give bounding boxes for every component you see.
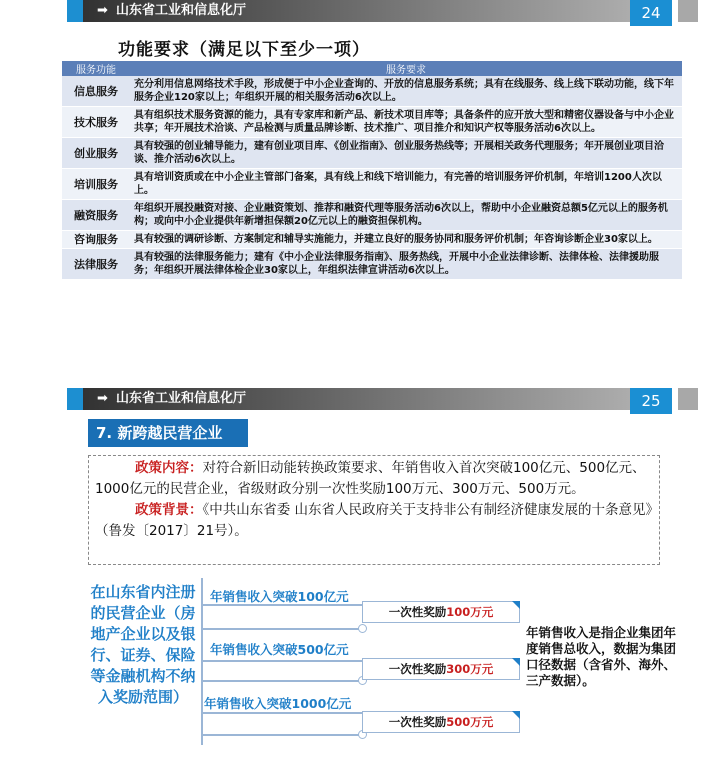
- policy-background-label: 政策背景：: [135, 502, 203, 518]
- table-cell-requirement: 具有培训资质或在中小企业主管部门备案，具有线上和线下培训能力，有完善的培训服务评价机制，年培训1200人次以上。: [130, 169, 682, 200]
- table-cell-requirement: 具有较强的创业辅导能力，建有创业项目库、《创业指南》、创业服务热线等；开展相关政务代理服务；年开展创业项目洽谈、推介活动6次以上。: [130, 138, 682, 169]
- table-cell-function: 信息服务: [62, 76, 130, 107]
- header-end: [678, 0, 698, 22]
- arrow-right-icon: ➡: [97, 3, 108, 18]
- reward-amount: 100万元: [446, 605, 494, 619]
- requirements-table: [62, 61, 682, 280]
- table-row: [62, 138, 682, 169]
- table-cell-function: 咨询服务: [62, 231, 130, 249]
- table-cell-function: 法律服务: [62, 249, 130, 280]
- table-row: [62, 231, 682, 249]
- header-end: [678, 388, 698, 410]
- node-circle: [358, 624, 367, 633]
- table-cell-requirement: 具有较强的调研诊断、方案制定和辅导实施能力，并建立良好的服务协同和服务评价机制；年咨询诊断企业30家以上。: [130, 231, 682, 249]
- page-number: 25: [630, 388, 672, 414]
- table-row: [62, 107, 682, 138]
- arrow-right-icon: ➡: [97, 391, 108, 406]
- table-cell-requirement: 充分利用信息网络技术手段，形成便于中小企业查询的、开放的信息服务系统；具有在线服务、线上线下联动功能，线下年服务企业120家以上；年组织开展的相关服务活动6次以上。: [130, 76, 682, 107]
- table-cell-function: 创业服务: [62, 138, 130, 169]
- table-row: [62, 249, 682, 280]
- policy-background: 《中共山东省委 山东省人民政府关于支持非公有制经济健康发展的十条意见》（鲁发〔2017〕21号）。: [95, 502, 653, 539]
- table-cell-function: 融资服务: [62, 200, 130, 231]
- table-cell-requirement: 具有组织技术服务资源的能力，具有专家库和新产品、新技术项目库等；具备条件的应开放大型和精密仪器设备与中小企业共享；年开展技术洽谈、产品检测与质量品牌诊断、技术推广、项目推介和知识产权等服务活动6次以上。: [130, 107, 682, 138]
- table-row: [62, 200, 682, 231]
- policy-content: 对符合新旧动能转换政策要求、年销售收入首次突破100亿元、500亿元、1000亿元的民营企业，省级财政分别一次性奖励100万元、300万元、500万元。: [95, 460, 646, 497]
- table-cell-function: 培训服务: [62, 169, 130, 200]
- reward-prefix: 一次性奖励: [388, 605, 447, 619]
- header-accent: [67, 0, 83, 22]
- table-header-function: 服务功能: [62, 61, 130, 76]
- tree-branch: [202, 628, 362, 630]
- table-row: [62, 76, 682, 107]
- slide2-header: [0, 388, 706, 410]
- reward-prefix: 一次性奖励: [388, 662, 447, 676]
- tier-condition: 年销售收入突破100亿元: [210, 589, 349, 604]
- header-accent: [67, 388, 83, 410]
- table-cell-requirement: 年组织开展投融资对接、企业融资策划、推荐和融资代理等服务活动6次以上，帮助中小企业融资总额5亿元以上的服务机构；或向中小企业提供年新增担保额20亿元以上的融资担保机构。: [130, 200, 682, 231]
- eligibility-note: 在山东省内注册的民营企业（房地产企业以及银行、证券、保险等金融机构不纳入奖励范围）: [90, 583, 196, 706]
- section-label: 7. 新跨越民营企业: [88, 419, 248, 447]
- policy-content-label: 政策内容：: [135, 460, 203, 476]
- sales-revenue-note: 年销售收入是指企业集团年度销售总收入，数据为集团口径数据（含省外、海外、三产数据）。: [526, 625, 677, 688]
- tier-condition: 年销售收入突破500亿元: [210, 642, 349, 657]
- table-cell-requirement: 具有较强的法律服务能力；建有《中小企业法律服务指南》、服务热线，开展中小企业法律诊断、法律体检、法律援助服务；年组织开展法律体检企业30家以上，年组织法律宣讲活动6次以上。: [130, 249, 682, 280]
- header-title: 山东省工业和信息化厅: [116, 391, 247, 406]
- reward-amount: 300万元: [446, 662, 494, 676]
- reward-amount: 500万元: [446, 715, 494, 729]
- page-number: 24: [630, 0, 672, 26]
- reward-prefix: 一次性奖励: [388, 715, 447, 729]
- tree-branch: [202, 712, 362, 714]
- table-row: [62, 169, 682, 200]
- slide1-header: [0, 0, 706, 22]
- tree-branch: [202, 734, 362, 736]
- tier-reward: [362, 658, 520, 680]
- tier-reward: [362, 601, 520, 623]
- corner-marker: [512, 601, 520, 609]
- tier-reward: [362, 711, 520, 733]
- policy-box: [88, 455, 660, 565]
- table-header-requirement: 服务要求: [130, 61, 682, 76]
- header-title: 山东省工业和信息化厅: [116, 3, 247, 18]
- tree-branch: [202, 680, 362, 682]
- tier-condition: 年销售收入突破1000亿元: [204, 696, 352, 711]
- corner-marker: [512, 711, 520, 719]
- table-cell-function: 技术服务: [62, 107, 130, 138]
- tree-branch: [202, 660, 362, 662]
- corner-marker: [512, 658, 520, 666]
- page-title: 功能要求（满足以下至少一项）: [118, 40, 370, 60]
